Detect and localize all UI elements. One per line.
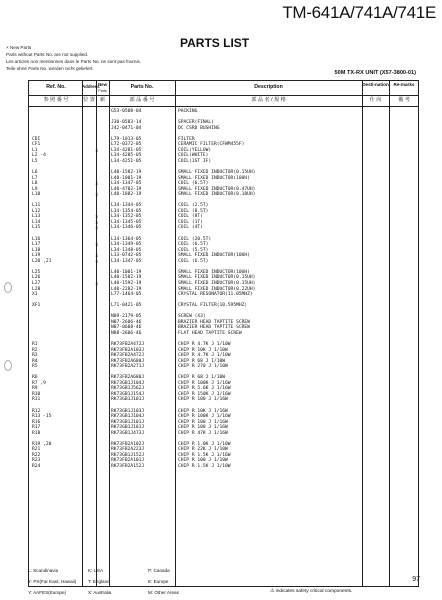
cell-parts-no: RK73GB1J154J [111,391,145,397]
cell-description: SMALL FIXED INDUCTOR(0.15UH) [178,280,256,286]
cell-ref-no: L7 [32,175,38,181]
legend-item: M: Other Areas [148,590,179,595]
cell-parts-no: RK73FB2A103J [111,347,145,353]
cell-description: COIL (5.5T) [178,247,209,253]
header-ref-no-jp: 参 照 番 号 [43,97,69,103]
cell-parts-no: L34-1349-05 [111,242,142,248]
cell-description: COIL (8T) [178,214,203,220]
cell-ref-no: R1 [32,341,38,347]
cell-parts-no: N87-0608-46 [111,325,142,331]
cell-description: CHIP R 100 J 1/16W [178,397,228,403]
cell-parts-no: L40-1001-19 [111,175,142,181]
cell-parts-no: RK73FB2A680J [111,358,145,364]
cell-ref-no: R16 [32,419,41,425]
cell-new-parts-mark: × [95,242,99,248]
cell-parts-no: RK73GB1J562J [111,386,145,392]
header-remarks: Re-marks [393,82,415,87]
cell-parts-no: RK73GB1J473J [111,430,145,436]
cell-ref-no: L12 [32,208,41,214]
cell-description: SPACER(FINAL) [178,120,214,126]
cell-description: BRAZIER HEAD TAPTITE SCREW [178,319,250,325]
cell-ref-no: L9 [32,186,38,192]
cell-parts-no: L34-1354-05 [111,208,142,214]
cell-description: CHIP R 68 J 1/10W [178,358,226,364]
cell-ref-no: L15 [32,225,41,231]
cell-parts-no: L34-4285-05 [111,153,142,159]
cell-description: CHIP R 100 J 1/16W [178,419,228,425]
critical-components-note: ⚠ indicates safety critical components. [270,589,353,594]
cell-parts-no: L34-1348-05 [111,247,142,253]
cell-ref-no: R10 [32,391,41,397]
cell-description: CHIP R 10K J 1/16W [178,408,228,414]
cell-ref-no: R12 [32,408,41,414]
cell-description: SMALL FIXED INDUCTOR(10UH) [178,175,250,181]
parts-table-body [28,109,419,470]
cell-ref-no: L28 [32,286,41,292]
cell-new-parts-mark: × [95,258,99,264]
legend-item: X: Australia [88,590,112,595]
cell-parts-no: RK73FB2A152J [111,464,145,469]
cell-description: COIL(YELLOW) [178,147,212,153]
cell-parts-no: L34-4251-05 [111,158,142,164]
legend-item: Y: AAFES(Europe) [28,590,67,595]
cell-parts-no: L77-1464-05 [111,292,142,298]
cell-new-parts-mark: × [95,219,99,225]
cell-ref-no: L8 [32,181,38,187]
cell-parts-no: L34-4281-05 [111,147,142,153]
cell-description: CHIP R 1.5K J 1/10W [178,464,231,469]
cell-parts-no: RK73FB2A472J [111,353,145,359]
cell-parts-no: N88-2606-46 [111,330,142,336]
cell-parts-no: RK73GB1J152J [111,452,145,458]
cell-parts-no: RK73GB1J101J [111,419,145,425]
cell-parts-no: L34-1352-05 [111,214,142,220]
cell-parts-no: L79-1013-05 [111,136,142,142]
header-divider [28,95,419,96]
cell-ref-no: L26 [32,275,41,281]
cell-ref-no: R7 ,9 [32,380,46,386]
cell-ref-no: R6 [32,375,38,381]
note-line: Teile ohne Parts No. werden nicht geliefert. [6,66,94,71]
cell-description: SMALL FIXED INDUCTOR(0.22UH) [178,286,256,292]
cell-description: SMALL FIXED INDUCTOR(10UH) [178,269,250,275]
cell-ref-no: XF1 [32,303,41,309]
cell-description: SCREW (X3) [178,314,206,320]
model-title: TM-641A/741A/741E [282,3,436,22]
hole-punch-mark [4,282,12,293]
legend-item: K: USA [88,568,104,573]
unit-title: 50M TX-RX UNIT (X57-3800-01) [334,70,416,76]
header-description-jp: 部 品 名 / 規 格 [251,97,286,103]
cell-ref-no: L17 [32,242,41,248]
cell-new-parts-mark: × [95,214,99,220]
cell-description: SMALL FIXED INDUCTOR(0.15UH) [178,275,256,281]
cell-description: SMALL FIXED INDUCTOR(0.18UH) [178,192,256,198]
header-address: Address [82,84,100,89]
cell-parts-no: L40-1592-19 [111,280,142,286]
legend-item: Y: PX(Far East, Hawaii) [28,579,77,584]
legend-item: E: Europe [148,579,169,584]
cell-parts-no: RK73FB2A223J [111,447,145,453]
cell-ref-no: X1 [32,292,38,298]
cell-parts-no: RK73GB1J103J [111,408,145,414]
cell-description: CHIP R 4.7K J 1/10W [178,341,231,347]
cell-description: CRYSTAL RESONATOR(11.05MHZ) [178,292,253,298]
cell-parts-no: L72-0372-05 [111,142,142,148]
cell-parts-no: RK73GB1J101J [111,425,145,431]
cell-description: COIL (1T) [178,219,203,225]
cell-description: COIL (8.5T) [178,208,209,214]
cell-ref-no: L25 [32,269,41,275]
cell-parts-no: J42-0471-04 [111,125,142,131]
cell-parts-no: L34-1364-05 [111,236,142,242]
header-parts: Parts [98,89,107,93]
header-remarks-jp: 備 考 [398,97,410,103]
cell-ref-no: R21 [32,447,41,453]
cell-parts-no: L40-2282-19 [111,286,142,292]
cell-ref-no: R9 [32,386,38,392]
cell-description: COIL (4T) [178,225,203,231]
cell-new-parts-mark: × [95,181,99,187]
cell-ref-no: L6 [32,170,38,176]
cell-ref-no: L16 [32,236,41,242]
cell-description: COIL (6.5T) [178,242,209,248]
cell-parts-no: L33-0742-05 [111,253,142,259]
cell-parts-no: L34-1345-05 [111,219,142,225]
cell-ref-no: R23 [32,458,41,464]
header-new: New [97,82,108,87]
header-address-jp: 位 置 [83,97,95,103]
cell-description: CRYSTAL FILTER(10.595MHZ) [178,303,248,309]
cell-parts-no: RK73FB2A472J [111,341,145,347]
cell-description: CHIP R 22K J 1/10W [178,447,228,453]
cell-ref-no: CDI [32,136,41,142]
header-divider [28,106,419,107]
cell-description: BRAZIER HEAD TAPTITE SCREW [178,325,250,331]
legend-item: T: England [88,579,110,584]
cell-description: CHIP R 47K J 1/16W [178,430,228,436]
cell-description: COIL (6.5T) [178,181,209,187]
cell-parts-no: L71-0421-05 [111,303,142,309]
cell-description: FLAT HEAD TAPTITE SCREW [178,330,242,336]
header-destination: Desti-nation [362,82,389,87]
cell-ref-no: L19 [32,253,41,259]
cell-description: CHIP R 150K J 1/16W [178,391,231,397]
cell-parts-no: L40-4782-19 [111,186,142,192]
cell-description: COIL (6.5T) [178,258,209,264]
cell-description: COIL(1ST IF) [178,158,212,164]
cell-description: SMALL FIXED INDUCTOR(0.15UH) [178,170,256,176]
cell-description: CHIP R 100K J 1/16W [178,380,231,386]
cell-ref-no: L1 [32,147,38,153]
cell-parts-no: RK73FB2A102J [111,441,145,447]
cell-description: CHIP R 10K J 1/10W [178,347,228,353]
cell-ref-no: R19 ,20 [32,441,52,447]
cell-parts-no: L40-1582-19 [111,275,142,281]
cell-new-parts-mark: × [95,253,99,259]
cell-new-parts-mark: × [95,280,99,286]
cell-description: COIL (2.5T) [178,203,209,209]
cell-parts-no: L40-1882-19 [111,192,142,198]
cell-parts-no: L40-1582-19 [111,170,142,176]
cell-ref-no: CF1 [32,142,41,148]
cell-new-parts-mark: × [95,147,99,153]
header-parts-no-jp: 部 品 番 号 [129,97,155,103]
cell-ref-no: R2 [32,347,38,353]
legend-item: P: Canada [148,568,170,573]
cell-description: FILTER [178,136,195,142]
header-new-jp: 新 [99,97,106,103]
cell-parts-no: L34-1347-05 [111,181,142,187]
header-description: Description [254,84,283,90]
cell-ref-no: L18 [32,247,41,253]
cell-ref-no: R22 [32,452,41,458]
cell-ref-no: L27 [32,280,41,286]
cell-ref-no: L13 [32,214,41,220]
cell-parts-no: J30-0583-14 [111,120,142,126]
notes-block [6,44,141,72]
cell-description: CERAMIC FILTER(CFWM455F) [178,142,245,148]
page-number: 97 [412,576,420,583]
cell-description: COIL(WHITE) [178,153,209,159]
note-line: Les articles non mentionnes dans le Parts No. ne sont pas fournis. [6,59,142,64]
parts-list-title: PARTS LIST [180,36,250,50]
cell-description: SMALL FIXED INDUCTOR(0.47UH) [178,186,256,192]
cell-ref-no: R11 [32,397,41,403]
cell-parts-no: RK73FB2A680J [111,375,145,381]
cell-parts-no: RK73FB2A271J [111,364,145,370]
cell-ref-no: R24 [32,464,41,469]
cell-ref-no: R17 [32,425,41,431]
table-row [28,464,419,470]
cell-description: SMALL FIXED INDUCTOR(10UH) [178,253,250,259]
cell-parts-no: RK73FB2A101J [111,458,145,464]
header-parts-no: Parts No. [130,84,154,90]
cell-description: DC CSRD BUSHING [178,125,220,131]
cell-description: CHIP R 100 J 1/10W [178,458,228,464]
legend-item: L: Scandinavia [28,568,59,573]
cell-ref-no: L11 [32,203,41,209]
cell-ref-no: L5 [32,158,38,164]
cell-new-parts-mark: × [95,192,99,198]
cell-description: COIL (20.5T) [178,236,212,242]
hole-punch-mark [4,360,12,371]
header-destination-jp: 仕 向 [369,97,382,103]
cell-description: CHIP R 1.0K J 1/10W [178,441,231,447]
cell-ref-no: L14 [32,219,41,225]
cell-ref-no: R13 -15 [32,414,52,420]
cell-ref-no: L10 [32,192,41,198]
cell-new-parts-mark: × [95,225,99,231]
note-line: Parts without Parts No. are not supplied. [6,52,89,57]
cell-ref-no: R3 [32,353,38,359]
cell-description: CHIP R 100 J 1/16W [178,425,228,431]
note-line: × New Parts [6,45,32,50]
cell-parts-no: RK73GB1J104J [111,414,145,420]
cell-parts-no: N87-2606-46 [111,319,142,325]
cell-ref-no: L20 ,21 [32,258,52,264]
cell-description: PACKING [178,109,198,114]
cell-parts-no: L40-1001-19 [111,269,142,275]
cell-ref-no: L2 -4 [32,153,46,159]
cell-parts-no: L34-1346-05 [111,225,142,231]
cell-parts-no: N09-2179-05 [111,314,142,320]
cell-parts-no: RK73GB1J101J [111,397,145,403]
header-ref-no: Ref. No. [46,84,66,90]
cell-parts-no: RK73GB1J104J [111,380,145,386]
cell-ref-no: R18 [32,430,41,436]
cell-description: CHIP R 1.5K J 1/16W [178,452,231,458]
cell-parts-no: L34-1347-05 [111,258,142,264]
cell-description: CHIP R 68 J 1/10W [178,375,226,381]
cell-parts-no: G53-0508-04 [111,109,142,114]
cell-ref-no: R4 [32,358,38,364]
cell-description: CHIP R 5.6K J 1/16W [178,386,231,392]
cell-parts-no: L34-1344-05 [111,203,142,209]
cell-description: CHIP R 4.7K J 1/10W [178,353,231,359]
cell-ref-no: R5 [32,364,38,370]
cell-description: CHIP R 270 J 1/10W [178,364,228,370]
cell-description: CHIP R 100K J 1/16W [178,414,231,420]
